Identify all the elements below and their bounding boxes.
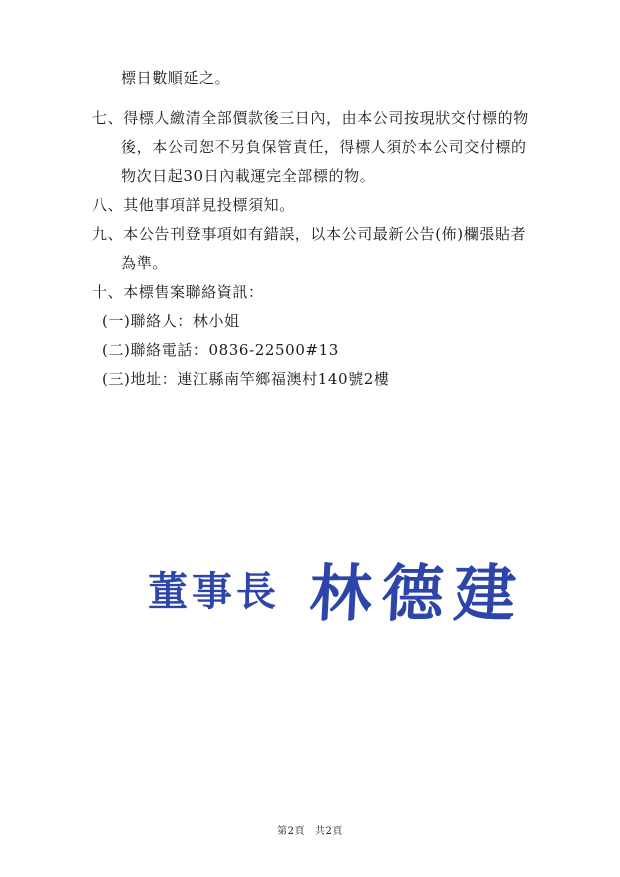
contact-address: (三)地址：連江縣南竿鄉福澳村140號2樓	[102, 370, 390, 388]
contact-person: (一)聯絡人：林小姐	[102, 312, 240, 330]
page-total: 共2頁	[315, 826, 343, 837]
clause-ten-heading: 十、本標售案聯絡資訊：	[92, 283, 264, 301]
clause-seven-line-2: 後，本公司恕不另負保管責任，得標人須於本公司交付標的	[121, 138, 527, 156]
page-number: 第2頁	[277, 826, 305, 837]
clause-seven-line-1: 七、得標人繳清全部價款後三日內，由本公司按現狀交付標的物	[92, 109, 529, 127]
clause-nine-line-1: 九、本公告刊登事項如有錯誤，以本公司最新公告(佈)欄張貼者	[92, 225, 527, 243]
stamp-title: 董事長	[148, 567, 280, 615]
stamp-name: 林德建	[307, 556, 528, 630]
contact-phone: (二)聯絡電話：0836-22500#13	[102, 341, 339, 359]
page-footer	[0, 822, 620, 837]
clause-eight: 八、其他事項詳見投標須知。	[92, 196, 295, 214]
chairman-seal-stamp	[148, 548, 526, 628]
text-line: 標日數順延之。	[121, 69, 231, 87]
clause-nine-line-2: 為準。	[121, 254, 168, 272]
clause-seven-line-3: 物次日起30日內載運完全部標的物。	[121, 167, 376, 185]
